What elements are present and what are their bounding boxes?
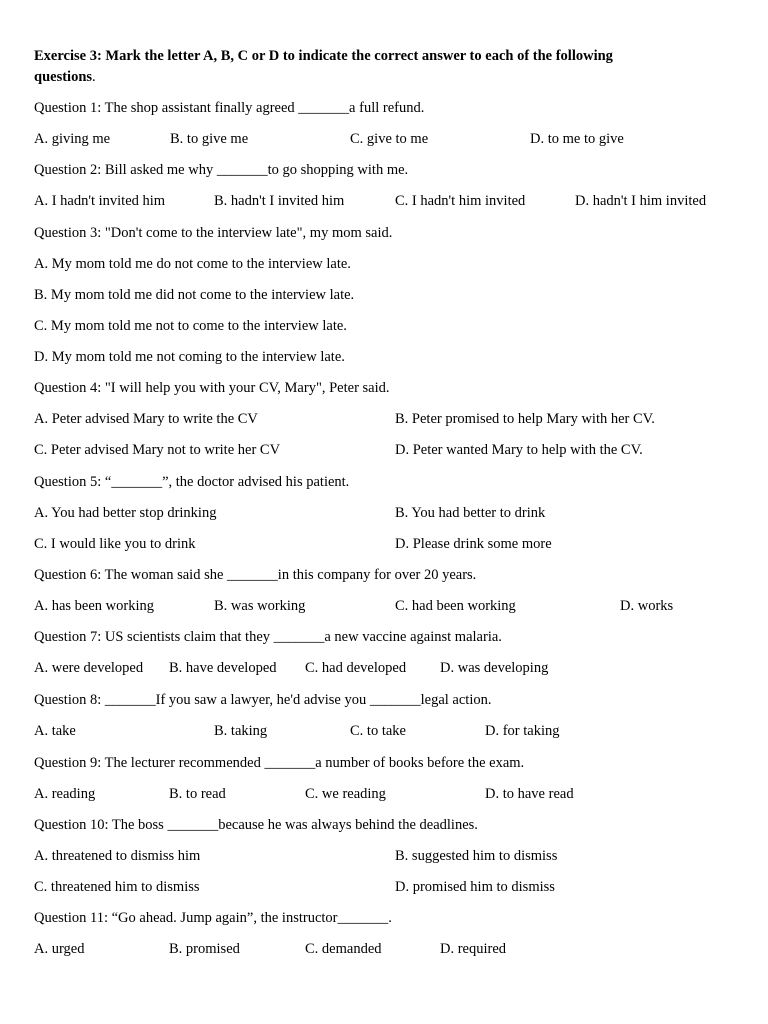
question-2-option-a[interactable]: A. I hadn't invited him [34,193,166,209]
question-8-option-d[interactable]: D. for taking [485,723,560,739]
question-11-stem: Question 11: “Go ahead. Jump again”, the instructor_______. [34,910,392,926]
question-4-option-d[interactable]: D. Peter wanted Mary to help with the CV. [395,442,643,458]
question-3-option-c[interactable]: C. My mom told me not to come to the interview late. [34,318,347,334]
question-4-option-c[interactable]: C. Peter advised Mary not to write her CV [34,442,281,458]
question-3-option-b[interactable]: B. My mom told me did not come to the interview late. [34,287,355,303]
question-6-option-c[interactable]: C. had been working [395,598,516,614]
question-1-option-a[interactable]: A. giving me [34,131,111,147]
question-8-option-c[interactable]: C. to take [350,723,406,739]
question-10-option-d[interactable]: D. promised him to dismiss [395,879,555,895]
question-6-option-b[interactable]: B. was working [214,598,306,614]
question-1-stem: Question 1: The shop assistant finally agreed _______a full refund. [34,100,425,116]
question-4-option-a[interactable]: A. Peter advised Mary to write the CV [34,411,258,427]
question-11-option-c[interactable]: C. demanded [305,941,382,957]
question-10-stem: Question 10: The boss _______because he was always behind the deadlines. [34,817,478,833]
question-2-option-c[interactable]: C. I hadn't him invited [395,193,526,209]
question-1-option-b[interactable]: B. to give me [170,131,249,147]
exercise-title-line2-bold: questions [34,69,93,85]
question-7-option-a[interactable]: A. were developed [34,660,144,676]
question-11-option-d[interactable]: D. required [440,941,507,957]
question-6-option-d[interactable]: D. works [620,598,674,614]
question-5-option-a[interactable]: A. You had better stop drinking [34,505,217,521]
question-1-option-c[interactable]: C. give to me [350,131,429,147]
question-5-option-c[interactable]: C. I would like you to drink [34,536,196,552]
question-9-option-b[interactable]: B. to read [169,786,226,802]
question-4-stem: Question 4: "I will help you with your CV, Mary", Peter said. [34,380,390,396]
question-9-stem: Question 9: The lecturer recommended _______a number of books before the exam. [34,755,525,771]
question-7-option-b[interactable]: B. have developed [169,660,277,676]
question-2-option-b[interactable]: B. hadn't I invited him [214,193,345,209]
question-8-stem: Question 8: _______If you saw a lawyer, he'd advise you _______legal action. [34,692,492,708]
question-9-option-c[interactable]: C. we reading [305,786,386,802]
question-6-option-a[interactable]: A. has been working [34,598,155,614]
question-4-option-b[interactable]: B. Peter promised to help Mary with her CV. [395,411,655,427]
question-10-option-a[interactable]: A. threatened to dismiss him [34,848,201,864]
question-3-stem: Question 3: "Don't come to the interview late", my mom said. [34,225,393,241]
exercise-title-line1: Exercise 3: Mark the letter A, B, C or D to indicate the correct answer to each of the following [34,48,613,64]
question-8-option-a[interactable]: A. take [34,723,76,739]
question-3-option-a[interactable]: A. My mom told me do not come to the interview late. [34,256,351,272]
question-2-option-d[interactable]: D. hadn't I him invited [575,193,707,209]
question-10-option-b[interactable]: B. suggested him to dismiss [395,848,558,864]
question-7-stem: Question 7: US scientists claim that they _______a new vaccine against malaria. [34,629,502,645]
question-10-option-c[interactable]: C. threatened him to dismiss [34,879,200,895]
question-2-stem: Question 2: Bill asked me why _______to go shopping with me. [34,162,409,178]
exercise-title-line2 [34,69,96,86]
question-1-option-d[interactable]: D. to me to give [530,131,624,147]
question-11-option-b[interactable]: B. promised [169,941,240,957]
question-5-stem: Question 5: “_______”, the doctor advised his patient. [34,474,350,490]
question-5-option-b[interactable]: B. You had better to drink [395,505,546,521]
question-11-option-a[interactable]: A. urged [34,941,85,957]
question-8-option-b[interactable]: B. taking [214,723,268,739]
question-9-option-d[interactable]: D. to have read [485,786,574,802]
question-7-option-d[interactable]: D. was developing [440,660,549,676]
question-5-option-d[interactable]: D. Please drink some more [395,536,552,552]
question-6-stem: Question 6: The woman said she _______in this company for over 20 years. [34,567,477,583]
exercise-title-period: . [92,69,96,85]
question-9-option-a[interactable]: A. reading [34,786,96,802]
question-3-option-d[interactable]: D. My mom told me not coming to the interview late. [34,349,345,365]
question-7-option-c[interactable]: C. had developed [305,660,407,676]
